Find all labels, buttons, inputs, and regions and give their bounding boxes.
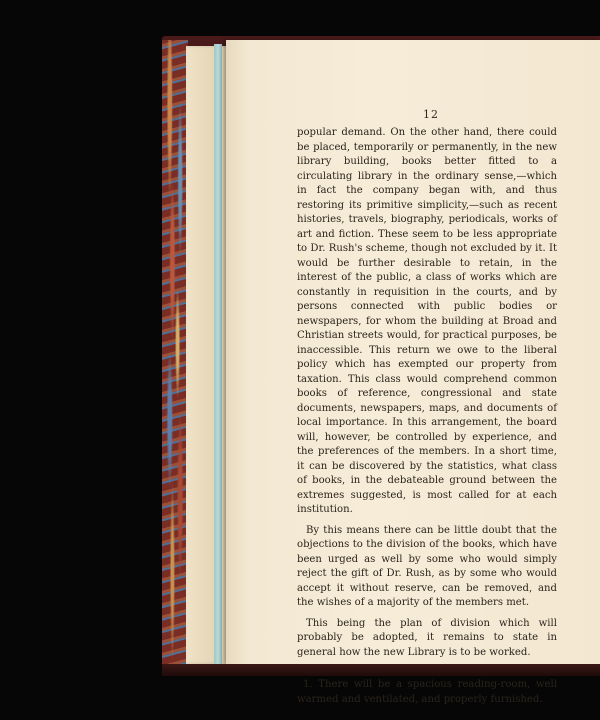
- paragraph-3: This being the plan of division which will probably be adopted, it remains to state in general how the new Library is to be worked.: [297, 617, 557, 658]
- paragraph-2: By this means there can be little doubt that the objections to the division of the books, which have been urged as well by some who would simply reject the gift of Dr. Rush, as by some who would accept it without reserve, can be removed, and the wishes of a majority of the members met.: [297, 524, 557, 608]
- page-number: 12: [423, 108, 439, 121]
- body-text: [297, 126, 557, 713]
- paragraph-1: popular demand. On the other hand, there could be placed, temporarily or permanently, in the new library building, books better fitted to a circulating library in the ordinary sense,—which in fact the company began with, and thus restoring its primitive simplicity,—such as recent histories, travels, biography, periodicals, works of art and fiction. These seem to be less appropriate to Dr. Rush's scheme, though not excluded by it. It would be further desirable to retain, in the interest of the public, a class of works which are constantly in requisition in the courts, and by persons connected with public bodies or newspapers, for whom the building at Broad and Christian streets would, for practical purposes, be inaccessible. This return we owe to the liberal policy which has exempted our property from taxation. This class would comprehend common books of reference, congressional and state documents, newspapers, maps, and documents of local importance. In this arrangement, the board will, however, be controlled by experience, and the preferences of the members. In a short time, it can be discovered by the statistics, what class of books, in the debateable ground between the extremes suggested, is most called for at each institution.: [297, 127, 557, 515]
- paragraph-4: 1. There will be a spacious reading-room, well warmed and ventilated, and properly furnished.: [297, 679, 557, 705]
- marbled-endpaper: [162, 40, 188, 672]
- ribbon-bookmark: [214, 44, 222, 664]
